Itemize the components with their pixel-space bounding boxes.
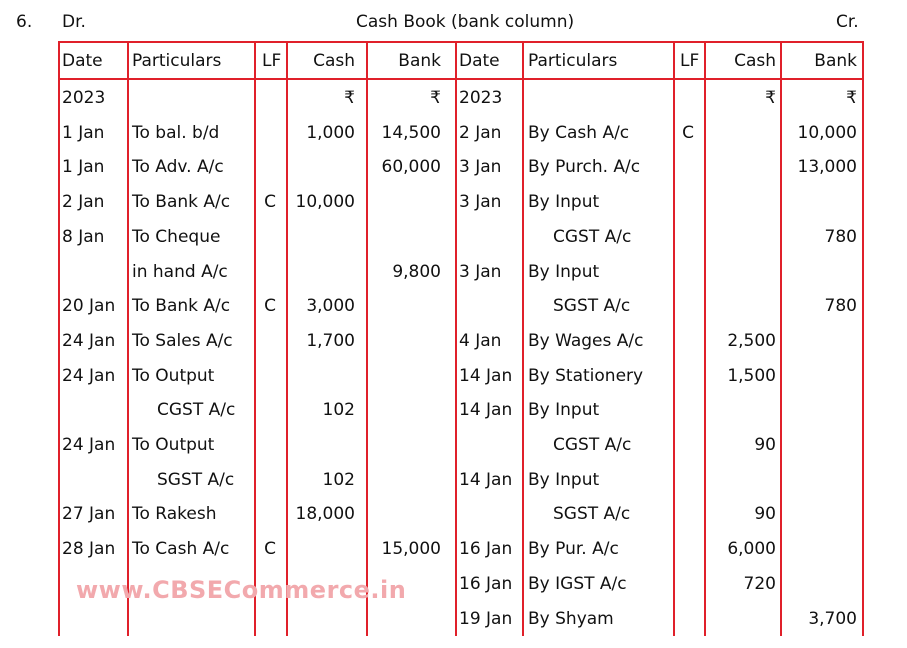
- bank-header: Bank: [398, 51, 441, 71]
- table-cell: 14 Jan: [459, 400, 513, 421]
- table-cell: To bal. b/d: [132, 122, 220, 143]
- question-number: 6.: [16, 12, 33, 32]
- table-cell: To Adv. A/c: [132, 157, 224, 178]
- table-cell: 4 Jan: [459, 330, 502, 351]
- table-cell: To Cash A/c: [132, 539, 230, 560]
- table-cell: 14 Jan: [459, 365, 513, 386]
- table-cell: By Input: [528, 261, 600, 282]
- table-cell: To Output: [132, 435, 215, 455]
- table-cell: CGST A/c: [553, 226, 632, 247]
- table-cell: 2 Jan: [459, 122, 502, 143]
- table-cell: 90: [754, 435, 776, 455]
- bank-header: Bank: [814, 51, 857, 71]
- column-rule: [254, 41, 256, 636]
- table-cell: By Cash A/c: [528, 122, 630, 143]
- table-cell: 28 Jan: [62, 539, 116, 560]
- table-cell: CGST A/c: [157, 400, 236, 421]
- table-cell: 20 Jan: [62, 296, 116, 317]
- debit-label: Dr.: [62, 12, 86, 32]
- table-cell: 102: [322, 400, 355, 421]
- table-cell: 27 Jan: [62, 504, 116, 525]
- table-cell: 720: [743, 573, 776, 594]
- table-cell: By Input: [528, 192, 600, 213]
- table-cell: 3,000: [306, 296, 355, 317]
- cash-header: Cash: [313, 51, 355, 71]
- column-rule: [862, 41, 864, 636]
- page-title: Cash Book (bank column): [356, 12, 575, 32]
- table-cell: SGST A/c: [553, 296, 631, 317]
- table-cell: 3 Jan: [459, 192, 502, 213]
- table-cell: C: [264, 296, 276, 317]
- table-cell: To Output: [132, 365, 215, 386]
- watermark: www.CBSECommerce.in: [76, 576, 407, 604]
- table-cell: C: [264, 539, 276, 560]
- table-cell: To Rakesh: [132, 504, 217, 525]
- table-cell: 1,000: [306, 122, 355, 143]
- table-cell: 1 Jan: [62, 157, 105, 178]
- table-cell: To Sales A/c: [132, 330, 233, 351]
- table-cell: 15,000: [381, 539, 441, 560]
- table-cell: 1 Jan: [62, 122, 105, 143]
- table-cell: By IGST A/c: [528, 573, 627, 594]
- table-cell: 3 Jan: [459, 157, 502, 178]
- table-cell: 14 Jan: [459, 469, 513, 490]
- table-cell: 102: [322, 469, 355, 490]
- table-cell: 3,700: [808, 608, 857, 629]
- table-cell: ₹: [765, 88, 776, 108]
- credit-label: Cr.: [836, 12, 859, 32]
- table-cell: 9,800: [392, 261, 441, 282]
- table-cell: 13,000: [797, 157, 857, 178]
- cash-header: Cash: [734, 51, 776, 71]
- table-cell: CGST A/c: [553, 435, 632, 455]
- table-cell: By Wages A/c: [528, 330, 644, 351]
- table-cell: 1,500: [727, 365, 776, 386]
- table-cell: 1,700: [306, 330, 355, 351]
- column-rule: [780, 41, 782, 636]
- table-cell: 2023: [62, 88, 106, 108]
- table-cell: 14,500: [381, 122, 441, 143]
- table-cell: 24 Jan: [62, 365, 116, 386]
- table-cell: To Bank A/c: [132, 192, 231, 213]
- table-cell: 19 Jan: [459, 608, 513, 629]
- column-rule: [704, 41, 706, 636]
- column-rule: [522, 41, 524, 636]
- column-rule: [127, 41, 129, 636]
- column-rule: [673, 41, 675, 636]
- table-cell: ₹: [430, 88, 441, 108]
- lf-header: LF: [262, 51, 282, 71]
- table-cell: in hand A/c: [132, 261, 228, 282]
- table-cell: By Input: [528, 469, 600, 490]
- table-cell: 10,000: [797, 122, 857, 143]
- table-cell: By Input: [528, 400, 600, 421]
- table-cell: 780: [824, 296, 857, 317]
- table-top-rule: [58, 41, 864, 43]
- table-cell: 6,000: [727, 539, 776, 560]
- table-cell: SGST A/c: [157, 469, 235, 490]
- table-cell: 24 Jan: [62, 330, 116, 351]
- column-rule: [58, 41, 60, 636]
- table-cell: By Purch. A/c: [528, 157, 641, 178]
- table-cell: 10,000: [295, 192, 355, 213]
- date-header: Date: [62, 51, 103, 71]
- table-cell: 8 Jan: [62, 226, 105, 247]
- table-cell: 2,500: [727, 330, 776, 351]
- particulars-header: Particulars: [528, 51, 618, 71]
- table-cell: By Shyam: [528, 608, 614, 629]
- lf-header: LF: [680, 51, 700, 71]
- table-cell: SGST A/c: [553, 504, 631, 525]
- table-cell: To Bank A/c: [132, 296, 231, 317]
- table-cell: 90: [754, 504, 776, 525]
- column-rule: [286, 41, 288, 636]
- table-cell: 2 Jan: [62, 192, 105, 213]
- table-cell: To Cheque: [132, 226, 221, 247]
- column-rule: [366, 41, 368, 636]
- header-bottom-rule: [58, 78, 864, 80]
- table-cell: 16 Jan: [459, 539, 513, 560]
- table-cell: 780: [824, 226, 857, 247]
- table-cell: 16 Jan: [459, 573, 513, 594]
- date-header: Date: [459, 51, 500, 71]
- table-cell: C: [682, 122, 694, 143]
- table-cell: 24 Jan: [62, 435, 116, 455]
- column-rule: [455, 41, 457, 636]
- table-cell: ₹: [846, 88, 857, 108]
- table-cell: 18,000: [295, 504, 355, 525]
- table-cell: 3 Jan: [459, 261, 502, 282]
- table-cell: ₹: [344, 88, 355, 108]
- table-cell: 2023: [459, 88, 503, 108]
- table-cell: 60,000: [381, 157, 441, 178]
- table-cell: By Pur. A/c: [528, 539, 619, 560]
- particulars-header: Particulars: [132, 51, 222, 71]
- table-cell: C: [264, 192, 276, 213]
- table-cell: By Stationery: [528, 365, 644, 386]
